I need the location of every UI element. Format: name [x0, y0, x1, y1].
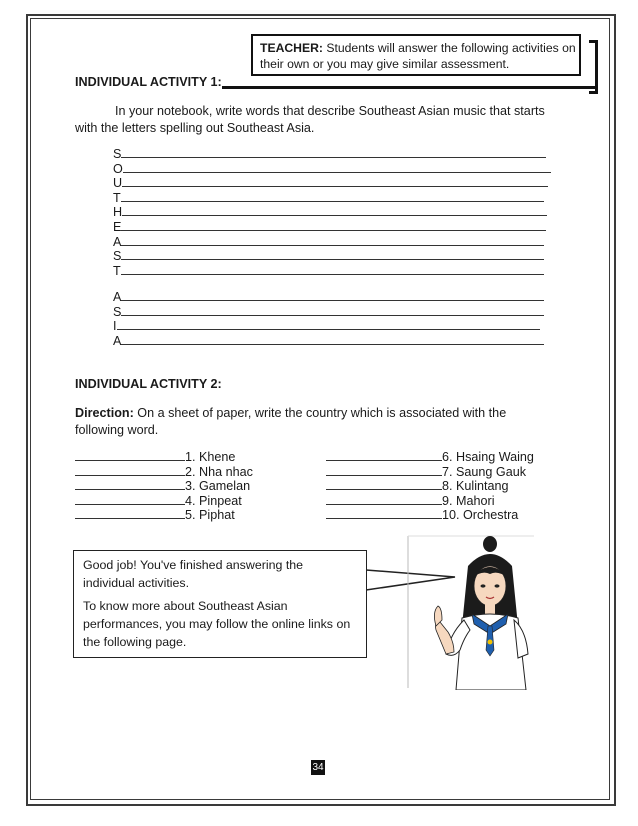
row-letter: T: [113, 190, 121, 205]
row-letter: A: [113, 290, 122, 304]
speech-bubble: [73, 550, 367, 658]
answer-line: [122, 176, 548, 187]
answer-line: [326, 450, 442, 461]
letter-row: [113, 205, 547, 219]
matching-item: [326, 494, 495, 509]
matching-item: [75, 465, 253, 480]
letter-row: [113, 191, 544, 205]
matching-item: [75, 450, 235, 465]
answer-line: [121, 147, 546, 158]
activity2-direction: [75, 405, 545, 439]
matching-item: [326, 508, 518, 523]
answer-line: [75, 450, 185, 461]
matching-item: [326, 479, 509, 494]
answer-line: [121, 264, 544, 275]
answer-line: [326, 494, 442, 505]
answer-line: [75, 479, 185, 490]
activity1-heading: INDIVIDUAL ACTIVITY 1:: [75, 75, 222, 89]
answer-line: [117, 319, 540, 330]
matching-item-label: 1. Khene: [185, 450, 236, 464]
row-letter: T: [113, 263, 121, 278]
row-letter: S: [113, 304, 122, 319]
matching-item-label: 8. Kulintang: [442, 479, 509, 494]
answer-line: [121, 249, 544, 260]
activity2-heading: INDIVIDUAL ACTIVITY 2:: [75, 377, 222, 391]
row-letter: O: [113, 161, 123, 176]
answer-line: [121, 235, 544, 246]
matching-item-label: 4. Pinpeat: [185, 493, 242, 508]
matching-item-label: 2. Nha nhac: [185, 464, 253, 479]
row-letter: E: [113, 220, 122, 234]
direction-label: Direction:: [75, 406, 134, 420]
matching-item: [326, 450, 534, 465]
letter-row: [113, 290, 544, 304]
teacher-label: TEACHER:: [260, 41, 323, 55]
matching-item: [75, 494, 242, 509]
matching-item: [75, 479, 250, 494]
answer-line: [75, 508, 185, 519]
answer-line: [122, 205, 547, 216]
letter-row: [113, 235, 544, 249]
row-letter: H: [113, 205, 123, 220]
row-letter: U: [113, 176, 123, 191]
letter-row: [113, 264, 544, 278]
letter-row: [113, 176, 548, 190]
letter-row: [113, 305, 544, 319]
matching-item-label: 5. Piphat: [185, 508, 235, 523]
answer-line: [326, 479, 442, 490]
row-letter: A: [113, 234, 122, 249]
letter-row: [113, 162, 551, 176]
letter-row: [113, 249, 544, 263]
matching-item-label: 9. Mahori: [442, 493, 495, 508]
activity1-instruction: In your notebook, write words that describe Southeast Asian music that starts with the letters spelling out Southeast Asia.: [75, 104, 545, 135]
answer-line: [123, 162, 551, 173]
row-letter: S: [113, 147, 122, 161]
answer-line: [326, 465, 442, 476]
teacher-note-box: [251, 34, 581, 76]
matching-item-label: 10. Orchestra: [442, 508, 519, 523]
answer-line: [75, 465, 185, 476]
answer-line: [121, 191, 544, 202]
letter-row: [113, 334, 544, 348]
row-letter: S: [113, 249, 122, 264]
row-letter: I: [113, 319, 117, 334]
teacher-note-connector: [222, 86, 595, 89]
answer-line: [121, 305, 544, 316]
direction-text: On a sheet of paper, write the country which is associated with the following word.: [75, 406, 507, 437]
answer-line: [121, 334, 544, 345]
row-letter: A: [113, 333, 122, 348]
matching-item-label: 7. Saung Gauk: [442, 464, 527, 479]
bubble-line-2: To know more about Southeast Asian performances, you may follow the online links on the following page.: [83, 599, 351, 649]
letter-row: [113, 319, 540, 333]
teacher-note-text: Students will answer the following activities on their own or you may give similar assessment.: [260, 41, 576, 71]
matching-item: [326, 465, 526, 480]
bubble-line-1: Good job! You've finished answering the individual activities.: [83, 558, 304, 590]
letter-row: [113, 147, 546, 161]
page-number: 34: [312, 762, 324, 773]
answer-line: [75, 494, 185, 505]
matching-item-label: 6. Hsaing Waing: [442, 450, 534, 464]
matching-item-label: 3. Gamelan: [185, 479, 251, 494]
answer-line: [326, 508, 442, 519]
student-thumbs-up-illustration: [406, 534, 538, 690]
answer-line: [121, 220, 546, 231]
matching-item: [75, 508, 235, 523]
letter-row: [113, 220, 546, 234]
answer-line: [121, 290, 544, 301]
